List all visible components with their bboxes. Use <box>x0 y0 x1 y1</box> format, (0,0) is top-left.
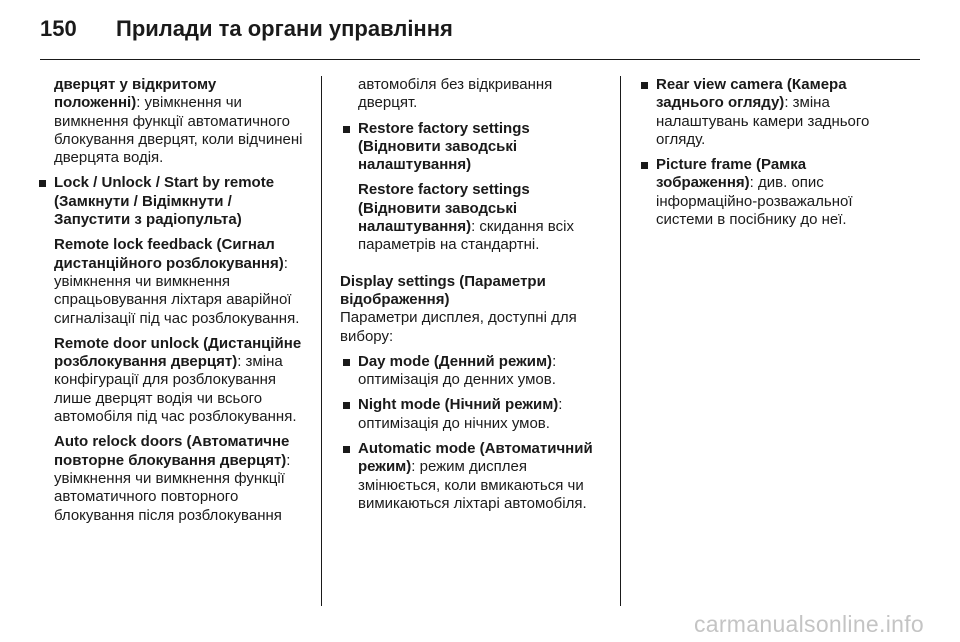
lock-unlock-title: Lock / Unlock / Start by remote (Замкнути / Відімкнути / Запустити з радіопульта) <box>54 174 275 229</box>
bullet-icon <box>641 162 648 169</box>
list-item-day-mode <box>340 353 610 390</box>
sub-desc: : увімкнення чи вимкнення функції автоматичного повторного блокування після розблокування <box>54 451 291 524</box>
list-item-rear-camera <box>638 76 900 149</box>
restore-paragraph <box>358 181 610 254</box>
sub-term: Auto relock doors (Автоматичне повторне блокування дверцят) <box>54 433 290 469</box>
sub-term: Remote door unlock (Дистанційне розблокування дверцят) <box>54 334 302 371</box>
sub-desc: : увімкнення чи вимкнення спрацьовування ліхтаря аварійної сигналізації під час розблокування. <box>54 254 300 327</box>
bullet-icon <box>343 446 350 453</box>
item-desc: : оптимізація до денних умов. <box>358 352 557 389</box>
item-desc: : зміна налаштувань камери заднього огляду. <box>656 94 870 148</box>
item-term: Rear view camera (Камера заднього огляду) <box>656 76 847 112</box>
item-term: Automatic mode (Автоматичний режим) <box>358 440 593 476</box>
bullet-icon <box>343 126 350 133</box>
column-divider-1 <box>321 76 322 606</box>
header-rule <box>40 59 920 60</box>
list-item-night-mode <box>340 396 610 433</box>
sub-item-remote-lock <box>54 236 306 327</box>
sub-desc: : зміна конфігурації для розблокування лише дверцят водія чи всього автомобіля під час розблокування. <box>54 353 297 426</box>
continuation-text: автомобіля без відкривання дверцят. <box>358 76 553 112</box>
item-desc: : оптимізація до нічних умов. <box>358 396 563 432</box>
display-intro: Параметри дисплея, доступні для вибору: <box>340 309 577 345</box>
page-header <box>40 16 453 52</box>
item-desc: : див. опис інформаційно-розважальної системи в посібнику до неї. <box>656 174 853 229</box>
list-item-restore <box>340 120 610 255</box>
list-item-picture-frame <box>638 156 900 229</box>
page-number: 150 <box>40 16 77 41</box>
list-item-lock-unlock <box>36 174 306 524</box>
column-2 <box>340 76 610 513</box>
column-3 <box>638 76 900 229</box>
column-1 <box>36 76 306 525</box>
item-term: Night mode (Нічний режим) <box>358 396 559 414</box>
bullet-icon <box>641 82 648 89</box>
page-title: Прилади та органи управління <box>116 16 453 41</box>
display-settings-heading: Display settings (Параметри відображення) <box>340 272 546 308</box>
bullet-icon <box>343 359 350 366</box>
item-term: Day mode (Денний режим) <box>358 352 553 370</box>
bullet-icon <box>343 402 350 409</box>
restore-desc: : скидання всіх параметрів на стандартні. <box>358 218 574 254</box>
intro-paragraph <box>36 76 306 167</box>
intro-desc: : увімкнення чи вимкнення функції автоматичного блокування дверцят, коли відчинені дверцята водія. <box>54 94 303 167</box>
sub-term: Remote lock feedback (Сигнал дистанційного розблокування) <box>54 236 284 272</box>
sub-item-auto-relock <box>54 433 306 524</box>
bullet-icon <box>39 180 46 187</box>
watermark: carmanualsonline.info <box>693 611 924 637</box>
intro-term: дверцят у відкритому положенні) <box>54 76 217 112</box>
list-item-automatic-mode <box>340 440 610 513</box>
restore-term: Restore factory settings (Відновити заводські налаштування) <box>358 181 530 236</box>
item-term: Picture frame (Рамка зображення) <box>656 156 807 192</box>
column-divider-2 <box>620 76 621 606</box>
restore-title: Restore factory settings (Відновити заводські налаштування) <box>358 119 530 174</box>
item-desc: : режим дисплея змінюється, коли вмикаються чи вимикаються ліхтарі автомобіля. <box>358 458 587 512</box>
sub-item-remote-unlock <box>54 335 306 426</box>
